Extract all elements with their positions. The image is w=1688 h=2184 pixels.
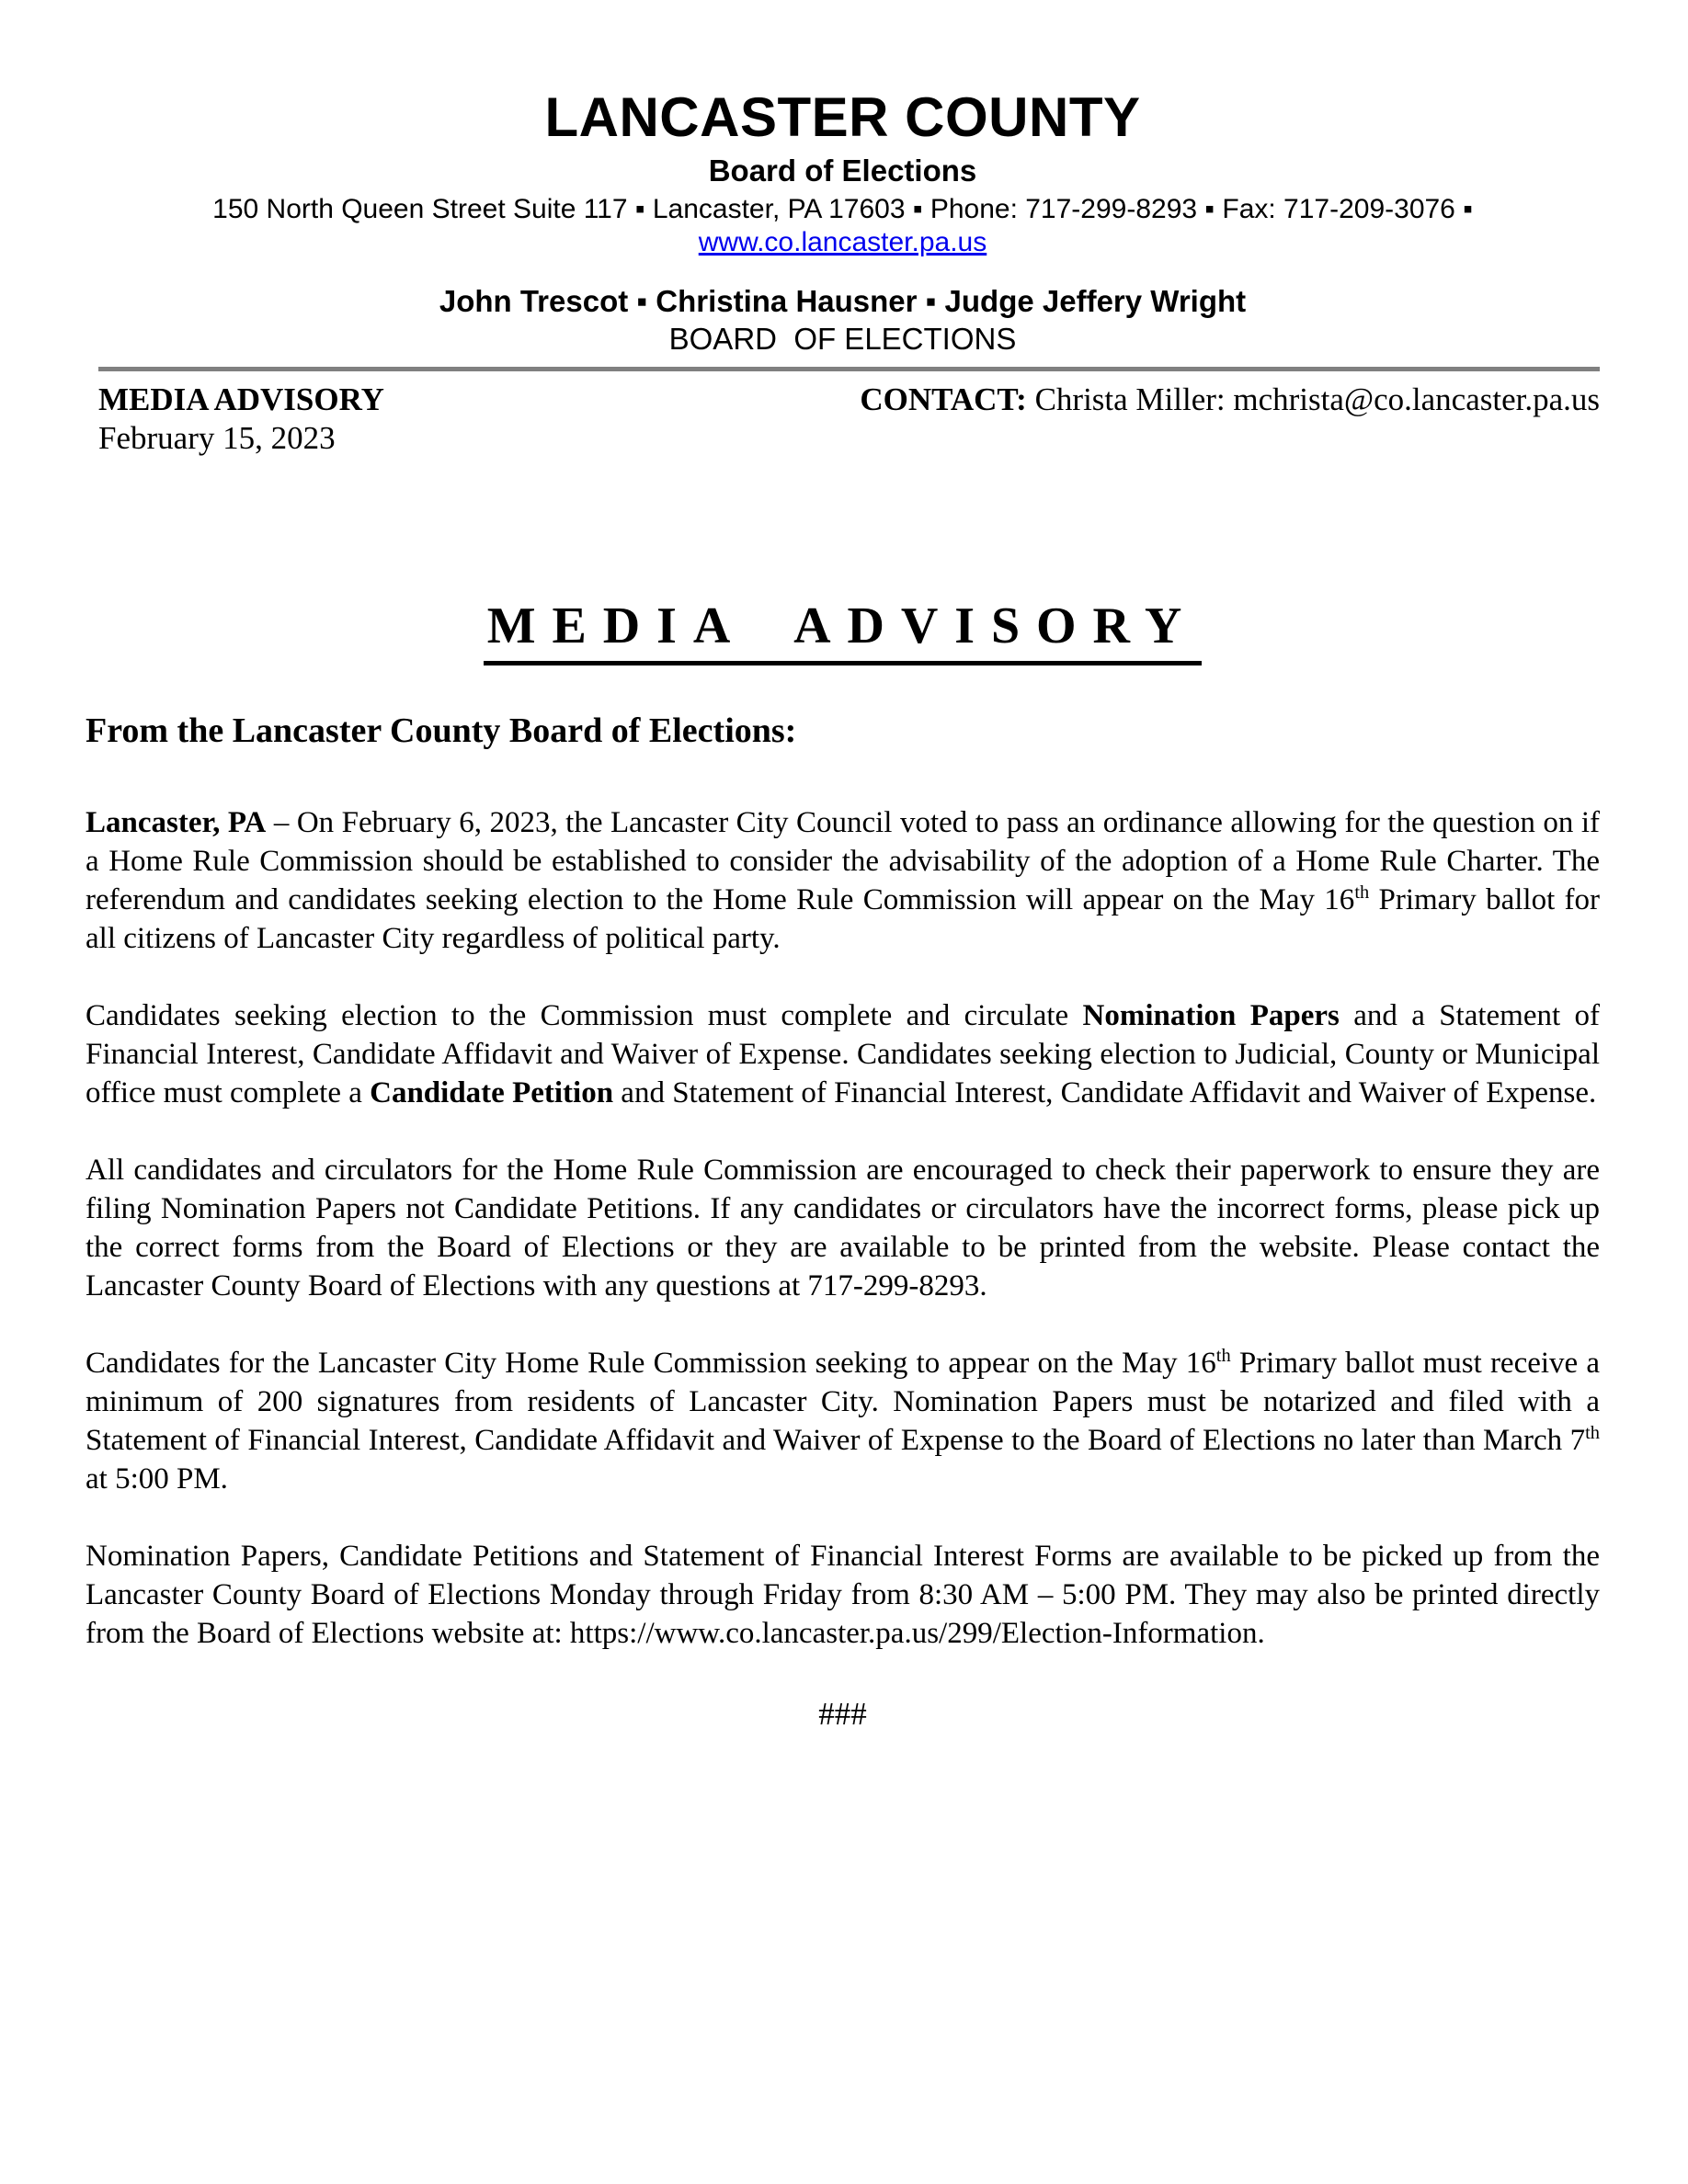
paragraph-3: All candidates and circulators for the Home Rule Commission are encouraged to check their paperwork to ensure they are filing Nomination Papers not Candidate Petitions. If any candidates or circulators have the incorrect forms, please pick up the correct forms from the Board of Elections or they are available to be printed from the website. Please contact the Lancaster County Board of Elections with any questions at 717-299-8293.: [86, 1153, 1600, 1302]
document-body: [86, 710, 1600, 1734]
advisory-date: February 15, 2023: [98, 419, 336, 456]
paragraph-1: Lancaster, PA – On February 6, 2023, the Lancaster City Council voted to pass an ordinance allowing for the question on if a Home Rule Commission should be established to consider the advisability of the adoption of a Home Rule Charter. The referendum and candidates seeking election to the Home Rule Commission will appear on the May 16th Primary ballot for all citizens of Lancaster City regardless of political party.: [86, 805, 1600, 955]
main-title-wrap: [86, 596, 1600, 665]
end-mark: ###: [818, 1695, 867, 1732]
website-link[interactable]: www.co.lancaster.pa.us: [698, 226, 987, 257]
header-divider-rule: [98, 367, 1600, 371]
advisory-meta-section: [86, 367, 1600, 458]
contact-line: [860, 381, 1600, 419]
page-content: [0, 85, 1688, 1734]
board-members-line: John Trescot ▪ Christina Hausner ▪ Judge Jeffery Wright: [439, 283, 1247, 318]
paragraph-2: Candidates seeking election to the Commission must complete and circulate Nomination Papers and a Statement of Financial Interest, Candidate Affidavit and Waiver of Expense. Candidates seeking election to Judicial, County or Municipal office must complete a Candidate Petition and Statement of Financial Interest, Candidate Affidavit and Waiver of Expense.: [86, 998, 1600, 1109]
paragraph-5: Nomination Papers, Candidate Petitions and Statement of Financial Interest Forms are available to be picked up from the Lancaster County Board of Elections Monday through Friday from 8:30 AM – 5:00 PM. They may also be printed directly from the Board of Elections website at: https://www.co.lancaster.pa.us/299/Election-Information.: [86, 1539, 1600, 1650]
from-heading: From the Lancaster County Board of Elections:: [86, 711, 797, 750]
letterhead: [86, 85, 1600, 358]
main-title: MEDIA ADVISORY: [484, 596, 1203, 665]
advisory-contact-row: [98, 381, 1600, 419]
address-text: 150 North Queen Street Suite 117 ▪ Lancaster, PA 17603 ▪ Phone: 717-299-8293 ▪ Fax: 717-209-3076 ▪: [212, 193, 1473, 224]
county-name-title: LANCASTER COUNTY: [544, 86, 1141, 148]
board-of-elections-label: BOARD OF ELECTIONS: [668, 322, 1017, 357]
paragraph-4: Candidates for the Lancaster City Home Rule Commission seeking to appear on the May 16th Primary ballot must receive a minimum of 200 signatures from residents of Lancaster City. Nomination Papers must be notarized and filed with a Statement of Financial Interest, Candidate Affidavit and Waiver of Expense to the Board of Elections no later than March 7th at 5:00 PM.: [86, 1345, 1600, 1496]
contact-label: CONTACT:: [860, 381, 1027, 417]
contact-value: Christa Miller: mchrista@co.lancaster.pa.us: [1026, 381, 1600, 417]
address-line: [86, 193, 1600, 259]
media-advisory-label: MEDIA ADVISORY: [98, 381, 384, 417]
org-subtitle: Board of Elections: [708, 154, 977, 188]
